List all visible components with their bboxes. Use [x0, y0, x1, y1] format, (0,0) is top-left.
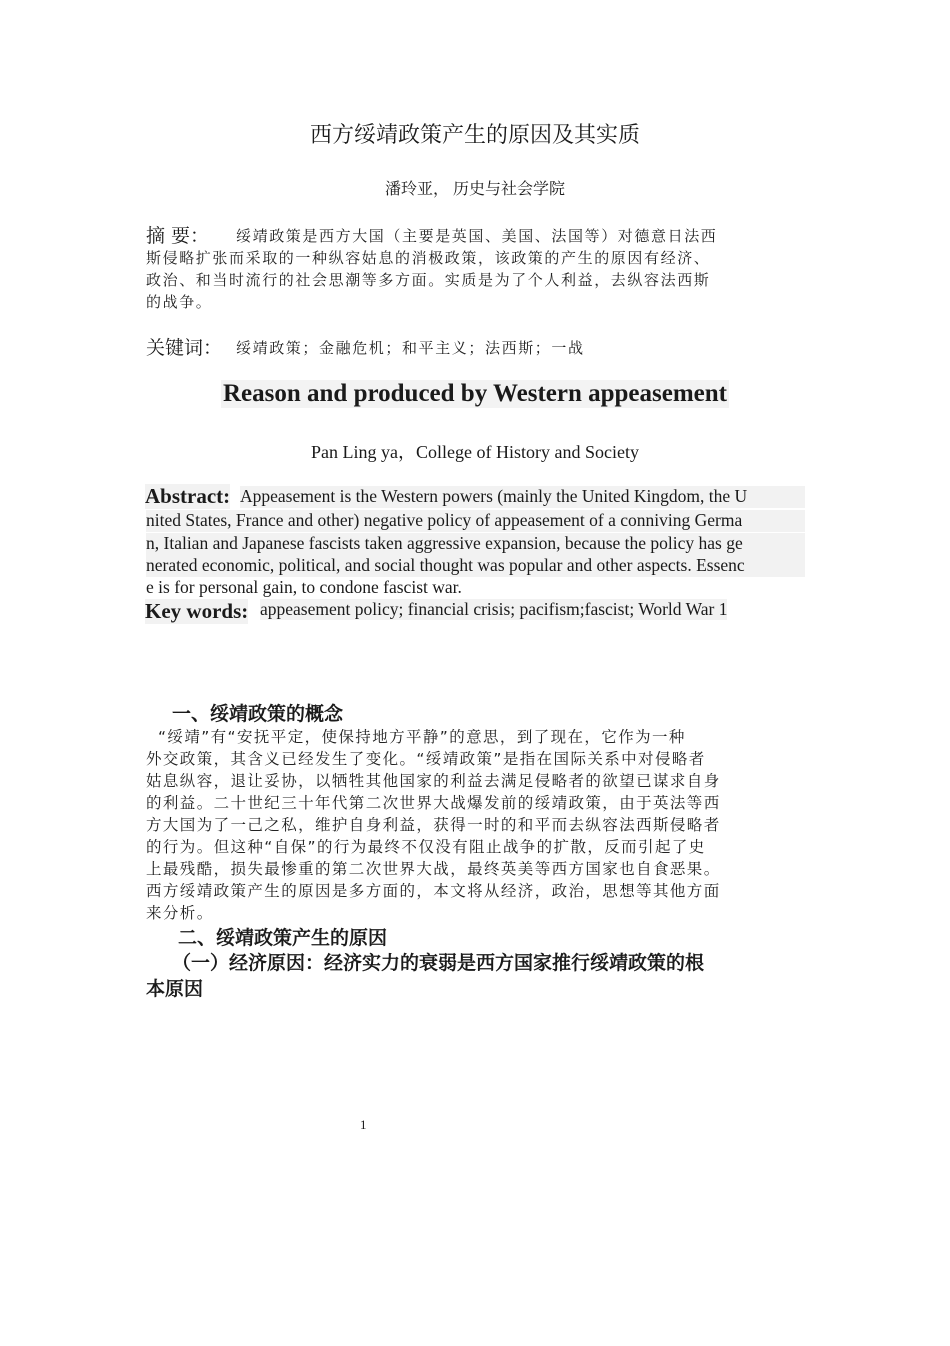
subsection-1-heading: （一）经济原因：经济实力的衰弱是西方国家推行绥靖政策的根	[172, 952, 705, 974]
body-line: 方大国为了一己之私，维护自身利益，获得一时的和平而去纵容法西斯侵略者	[146, 816, 721, 834]
chinese-abstract-line: 的战争。	[146, 293, 213, 311]
english-abstract-label: Abstract:	[145, 484, 231, 508]
english-title: Reason and produced by Western appeasement	[223, 380, 727, 407]
chinese-keywords-label: 关键词：	[146, 337, 223, 359]
english-abstract-line: nerated economic, political, and social thought was popular and other aspects. Essenc	[146, 555, 805, 577]
english-abstract-line: Appeasement is the Western powers (mainly the United Kingdom, the U	[240, 486, 805, 508]
body-line: “绥靖”有“安抚平定，使保持地方平静”的意思，到了现在，它作为一种	[158, 728, 686, 746]
body-line: 上最残酷，损失最惨重的第二次世界大战，最终英美等西方国家也自食恶果。	[146, 860, 721, 878]
english-keywords-label: Key words:	[145, 599, 249, 623]
body-line: 来分析。	[146, 904, 214, 922]
english-title-row	[0, 380, 950, 408]
english-abstract-line: nited States, France and other) negative policy of appeasement of a conniving Germa	[146, 510, 805, 532]
english-abstract-line: e is for personal gain, to condone fascist war.	[146, 577, 462, 597]
chinese-title: 西方绥靖政策产生的原因及其实质	[309, 122, 640, 147]
chinese-abstract-line: 政治、和当时流行的社会思潮等多方面。实质是为了个人利益，去纵容法西斯	[146, 271, 711, 289]
body-line: 的利益。二十世纪三十年代第二次世界大战爆发前的绥靖政策，由于英法等西	[146, 794, 721, 812]
body-line: 外交政策，其含义已经发生了变化。“绥靖政策”是指在国际关系中对侵略者	[146, 750, 706, 768]
body-line: 西方绥靖政策产生的原因是多方面的，本文将从经济，政治，思想等其他方面	[146, 882, 721, 900]
english-abstract-line: n, Italian and Japanese fascists taken aggressive expansion, because the policy has ge	[146, 533, 805, 555]
body-line: 姑息纵容，退让妥协，以牺牲其他国家的利益去满足侵略者的欲望已谋求自身	[146, 772, 721, 790]
english-keywords: appeasement policy; financial crisis; pacifism;fascist; World War 1	[260, 599, 728, 619]
subsection-1-heading-continuation: 本原因	[146, 978, 204, 1000]
page-number: 1	[360, 1117, 367, 1132]
section-1-heading: 一、绥靖政策的概念	[172, 703, 344, 725]
chinese-abstract-line: 斯侵略扩张而采取的一种纵容姑息的消极政策，该政策的产生的原因有经济、	[146, 249, 711, 267]
english-author: Pan Ling ya，College of History and Society	[311, 442, 639, 462]
chinese-author: 潘玲亚， 历史与社会学院	[384, 181, 565, 198]
chinese-keywords: 绥靖政策；金融危机；和平主义；法西斯；一战	[236, 339, 585, 357]
body-line: 的行为。但这种“自保”的行为最终不仅没有阻止战争的扩散，反而引起了史	[146, 838, 706, 856]
section-2-heading: 二、绥靖政策产生的原因	[178, 927, 388, 949]
chinese-abstract-label: 摘 要：	[146, 225, 210, 247]
chinese-abstract-line: 绥靖政策是西方大国（主要是英国、美国、法国等）对德意日法西	[236, 227, 718, 245]
